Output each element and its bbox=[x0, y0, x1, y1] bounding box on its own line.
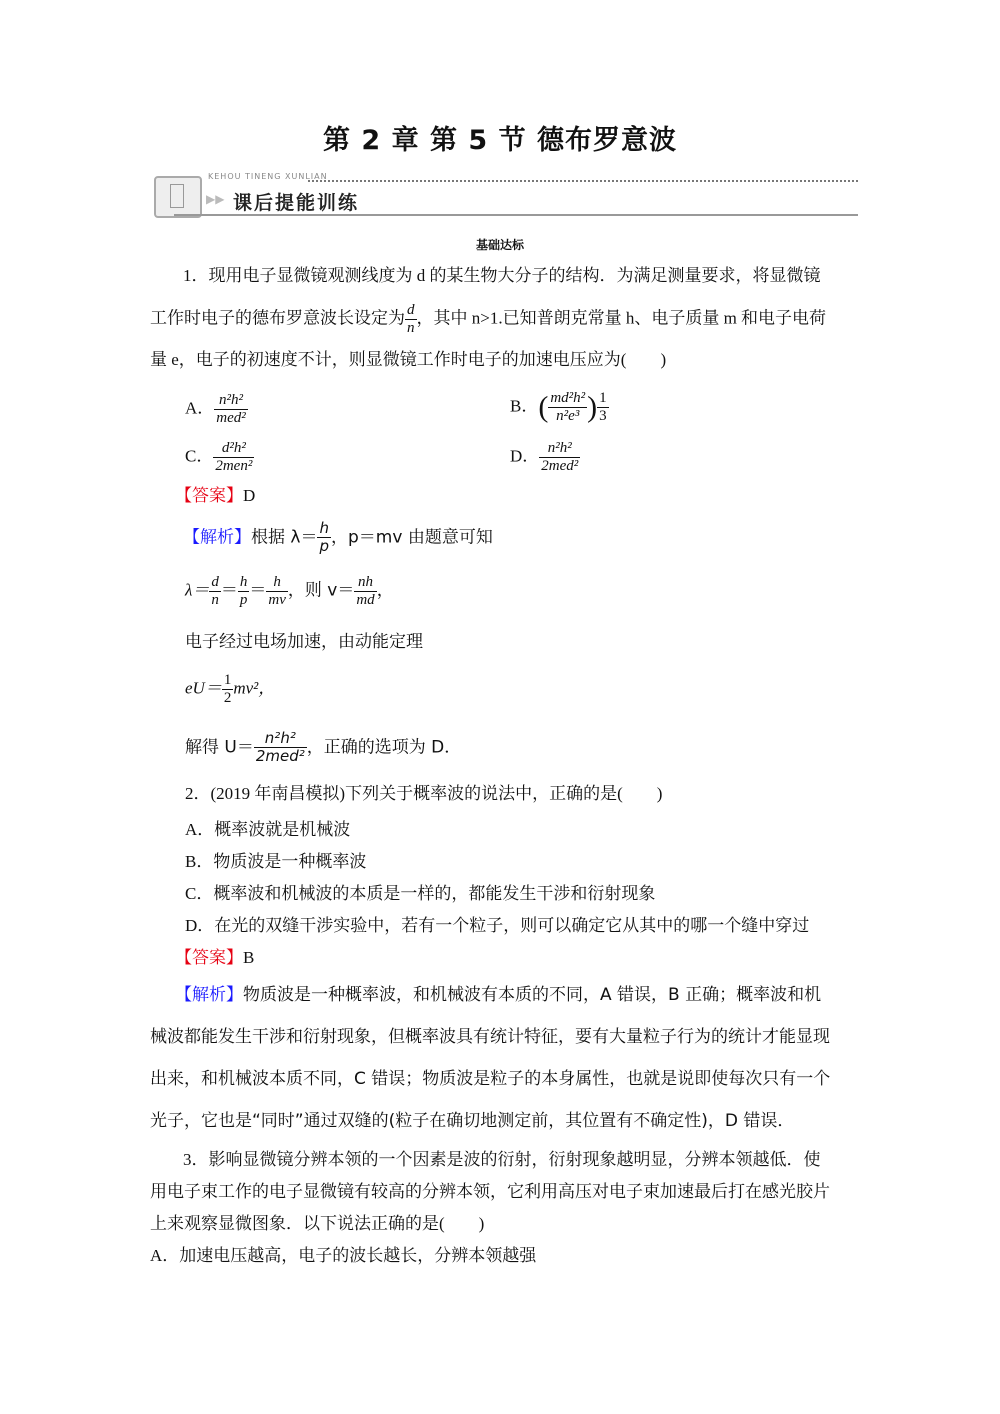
banner-label: 课后提能训练 bbox=[233, 192, 360, 214]
q1-analysis-line2: λ＝ $\frac{d}{n}$ ＝ $\frac{h}{p}$ ＝ $\frac{h}{mv}$ ，则 v＝ $\frac{nh}{md}$ ， bbox=[185, 574, 394, 608]
page-title: 第 2 章 第 5 节 德布罗意波 bbox=[323, 125, 677, 156]
answer-tag: 【答案】 bbox=[175, 486, 243, 506]
answer-tag: 【答案】 bbox=[175, 948, 243, 968]
section-banner bbox=[148, 170, 858, 218]
q1-analysis-line5: 解得 U＝ $\frac{\text{n²h²}}{\text{2med²}}$ ，正确的选项为 D． bbox=[185, 729, 462, 765]
q2-answer bbox=[175, 948, 254, 968]
q3-line1: 3．影响显微镜分辨本领的一个因素是波的衍射，衍射现象越明显，分辨本领越低．使 bbox=[183, 1150, 821, 1169]
q1-line3: 量 e，电子的初速度不计，则显微镜工作时电子的加速电压应为( ) bbox=[150, 350, 667, 369]
q1-line1: 1．现用电子显微镜观测线度为 d 的某生物大分子的结构．为满足测量要求，将显微镜 bbox=[183, 266, 821, 285]
q2-option-b: B．物质波是一种概率波 bbox=[185, 852, 367, 871]
q2-option-a: A．概率波就是机械波 bbox=[185, 820, 351, 839]
q1-option-c: C． $\frac{\text{d²h²}}{\text{2men²}}$ bbox=[185, 440, 253, 474]
dotted-divider bbox=[308, 180, 858, 182]
analysis-tag: 【解析】 bbox=[183, 527, 251, 548]
q1-option-b: B．( $\frac{\text{md²h²}}{\text{n²e³}}$ ) $\frac{1}{3}$ bbox=[510, 390, 607, 424]
q1-line2 bbox=[150, 302, 826, 337]
q1-answer bbox=[175, 486, 255, 506]
q1-analysis-line3: 电子经过电场加速，由动能定理 bbox=[185, 632, 423, 652]
q3-line2: 用电子束工作的电子显微镜有较高的分辨本领，它利用高压对电子束加速最后打在感光胶片 bbox=[150, 1182, 830, 1201]
q2-analysis-line2: 械波都能发生干涉和衍射现象，但概率波具有统计特征，要有大量粒子行为的统计才能显现 bbox=[150, 1027, 830, 1047]
q1-analysis-line4: eU＝ $\frac{1}{2}$ mv²， bbox=[185, 672, 276, 706]
q3-line3: 上来观察显微图象．以下说法正确的是( ) bbox=[150, 1214, 485, 1233]
fraction-d-over-n: $\frac{d}{n}$ bbox=[407, 302, 415, 336]
banner-pinyin: KEHOU TINENG XUNLIAN bbox=[208, 172, 328, 181]
q2-analysis-line4: 光子，它也是“同时”通过双缝的(粒子在确切地测定前，其位置有不确定性)，D 错误． bbox=[150, 1111, 795, 1131]
analysis-tag: 【解析】 bbox=[175, 985, 243, 1005]
banner-underline bbox=[174, 214, 858, 216]
q1-option-a: A． $\frac{\text{n²h²}}{\text{med²}}$ bbox=[185, 392, 246, 426]
q1-line2-post: ，其中 n>1.已知普朗克常量 h、电子质量 m 和电子电荷 bbox=[416, 308, 827, 328]
section-heading: 基础达标 bbox=[475, 238, 524, 252]
q1-analysis-line1: 【解析】根据 λ＝ $\frac{h}{p}$ ，p＝mv 由题意可知 bbox=[183, 519, 493, 555]
book-icon bbox=[154, 176, 202, 218]
q1-option-d: D． $\frac{\text{n²h²}}{\text{2med²}}$ bbox=[510, 440, 579, 474]
q1-line2-pre: 工作时电子的德布罗意波长设定为 bbox=[150, 308, 405, 328]
answer-value: B bbox=[243, 948, 255, 967]
q2-option-c: C．概率波和机械波的本质是一样的，都能发生干涉和衍射现象 bbox=[185, 884, 656, 903]
arrow-icon: ▶▶ bbox=[206, 192, 225, 206]
q2-analysis-line3: 出来，和机械波本质不同，C 错误；物质波是粒子的本身属性，也就是说即使每次只有一个 bbox=[150, 1069, 831, 1089]
q3-option-a: A．加速电压越高，电子的波长越长，分辨本领越强 bbox=[150, 1246, 537, 1265]
answer-value: D bbox=[243, 486, 256, 505]
q2-analysis-line1: 【解析】物质波是一种概率波，和机械波有本质的不同，A 错误，B 正确；概率波和机 bbox=[175, 985, 822, 1005]
q2-option-d: D．在光的双缝干涉实验中，若有一个粒子，则可以确定它从其中的哪一个缝中穿过 bbox=[185, 916, 810, 935]
q2-stem: 2．(2019 年南昌模拟)下列关于概率波的说法中，正确的是( ) bbox=[185, 784, 663, 803]
